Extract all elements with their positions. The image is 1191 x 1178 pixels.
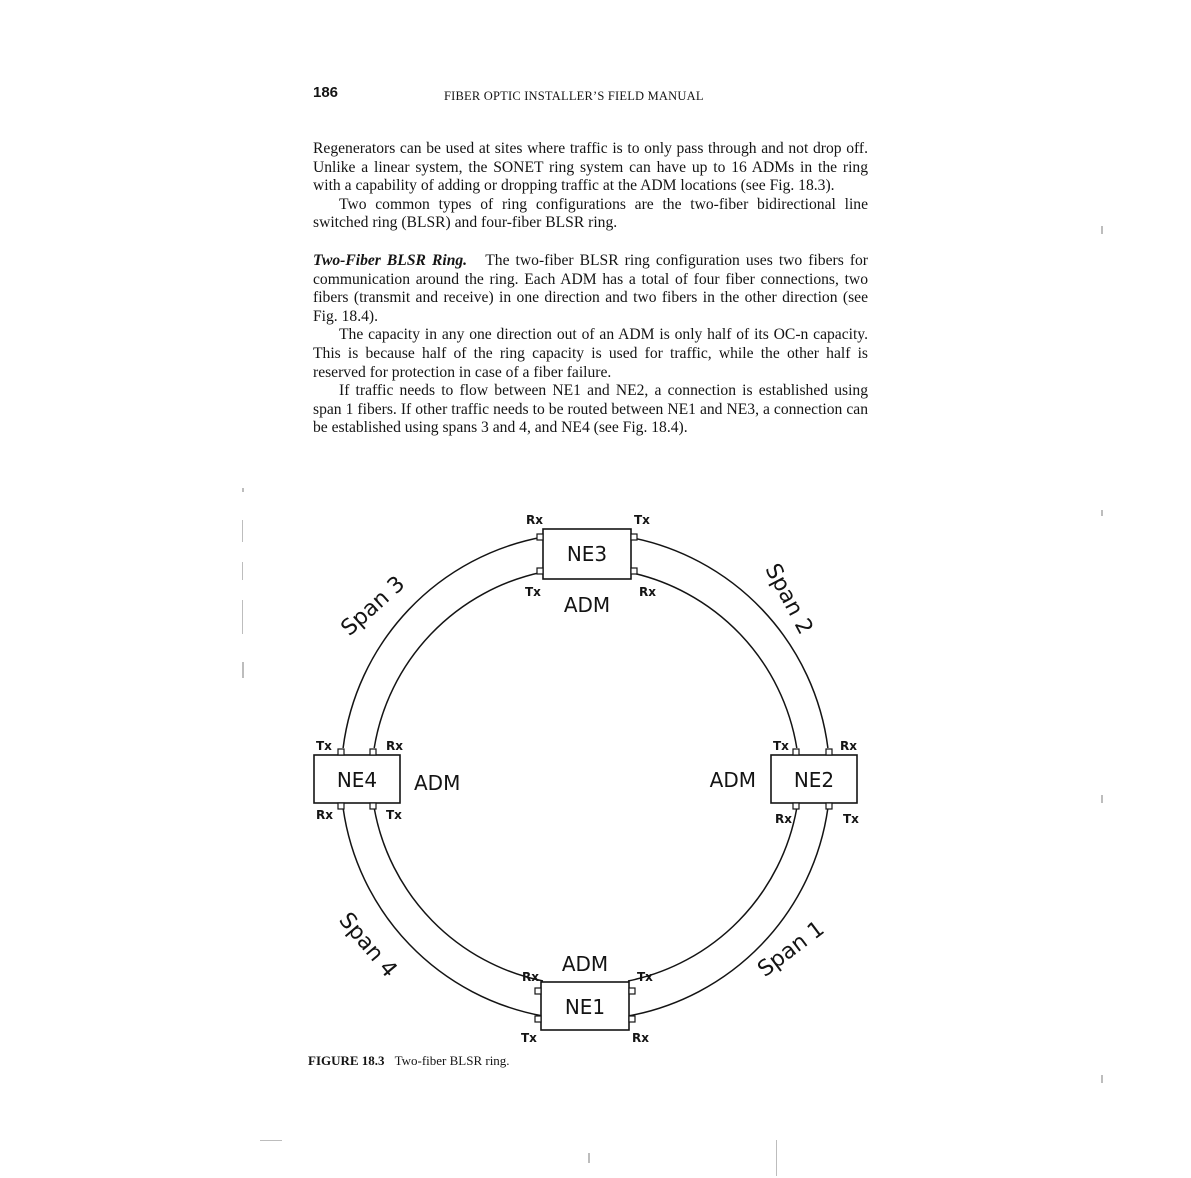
- ne4-rx-bottom: Rx: [316, 808, 333, 822]
- ne3-rx-bottom: Rx: [639, 585, 656, 599]
- scan-mark: [588, 1153, 590, 1163]
- span1-label: Span 1: [753, 916, 830, 983]
- outer-arc-span2: [628, 537, 828, 748]
- scan-mark: [1101, 226, 1103, 234]
- ne3-label: NE3: [566, 542, 608, 566]
- figure-caption: [308, 1053, 510, 1069]
- paragraph-ring-types: Two common types of ring configurations are the two-fiber bidirectional line switched ring (BLSR) and four-fiber BLSR ring.: [313, 195, 868, 232]
- outer-arc-span1: [628, 808, 828, 1016]
- scan-mark: [242, 662, 244, 678]
- ne3-rx-top: Rx: [526, 513, 543, 527]
- outer-arc-span4: [343, 808, 543, 1016]
- ne2-rx-top: Rx: [840, 739, 857, 753]
- figure-number: FIGURE 18.3: [308, 1053, 385, 1068]
- ne2-rx-bottom: Rx: [775, 812, 792, 826]
- scan-mark: [242, 562, 243, 580]
- scan-mark: [242, 600, 243, 634]
- ne3-adm-label: ADM: [563, 593, 611, 617]
- ne4-tx-bottom: Tx: [386, 808, 402, 822]
- ne1-adm-label: ADM: [561, 952, 609, 976]
- span2-label: Span 2: [759, 559, 818, 639]
- page-number: 186: [313, 84, 339, 101]
- scan-mark: [1101, 1075, 1103, 1083]
- ne4-rx-top: Rx: [386, 739, 403, 753]
- scan-mark: [242, 488, 244, 492]
- outer-arc-span3: [343, 537, 543, 748]
- ne4-tx-top: Tx: [316, 739, 332, 753]
- ne4-adm-label: ADM: [414, 771, 461, 795]
- paragraph-capacity: The capacity in any one direction out of an ADM is only half of its OC-n capacity. This is because half of the ring capacity is used for traffic, while the other half is reserved for protection in case of a fiber failure.: [313, 326, 868, 381]
- scan-mark: [1101, 510, 1103, 516]
- ne4-label: NE4: [336, 768, 378, 792]
- inner-arc-span4: [374, 808, 543, 981]
- scan-mark: [242, 520, 243, 542]
- span4-label: Span 4: [333, 908, 402, 983]
- paragraph-traffic-flow: If traffic needs to flow between NE1 and NE2, a connection is established using span 1 fibers. If other traffic needs to be routed between NE1 and NE3, a connection can be established using spans 3 and 4, and NE4 (see Fig. 18.4).: [313, 382, 868, 437]
- ne2-adm-label: ADM: [709, 768, 756, 792]
- section-intro-text: The two-fiber BLSR ring configuration uses two fibers for communication around the ring. Each ADM has a total of four fiber connections, two fibers (transmit and receive) in one direction and two fibers in the other direction (see Fig. 18.4).: [313, 251, 868, 325]
- section-title: Two-Fiber BLSR Ring.: [313, 251, 468, 269]
- ne1-tx-bottom: Tx: [521, 1031, 537, 1045]
- span3-label: Span 3: [336, 571, 411, 642]
- paragraph-regenerators: Regenerators can be used at sites where traffic is to only pass through and not drop off. Unlike a linear system, the SONET ring system can have up to 16 ADMs in the ring with a capability of adding or dropping traffic at the ADM locations (see Fig. 18.3).: [313, 140, 868, 195]
- ne1-label: NE1: [564, 995, 606, 1019]
- figure-caption-text: Two-fiber BLSR ring.: [394, 1053, 510, 1068]
- ne1-rx-top: Rx: [522, 970, 539, 984]
- ne3-tx-bottom: Tx: [525, 585, 541, 599]
- ne1-rx-bottom: Rx: [632, 1031, 649, 1045]
- ne1-tx-top: Tx: [637, 970, 653, 984]
- scan-mark: [776, 1140, 777, 1176]
- ne2-tx-top: Tx: [773, 739, 789, 753]
- scan-mark: [260, 1140, 282, 1141]
- scan-mark: [1101, 795, 1103, 803]
- ne3-tx-top: Tx: [634, 513, 650, 527]
- running-title: FIBER OPTIC INSTALLER’S FIELD MANUAL: [444, 89, 704, 103]
- ne2-label: NE2: [793, 768, 835, 792]
- ne2-tx-bottom: Tx: [843, 812, 859, 826]
